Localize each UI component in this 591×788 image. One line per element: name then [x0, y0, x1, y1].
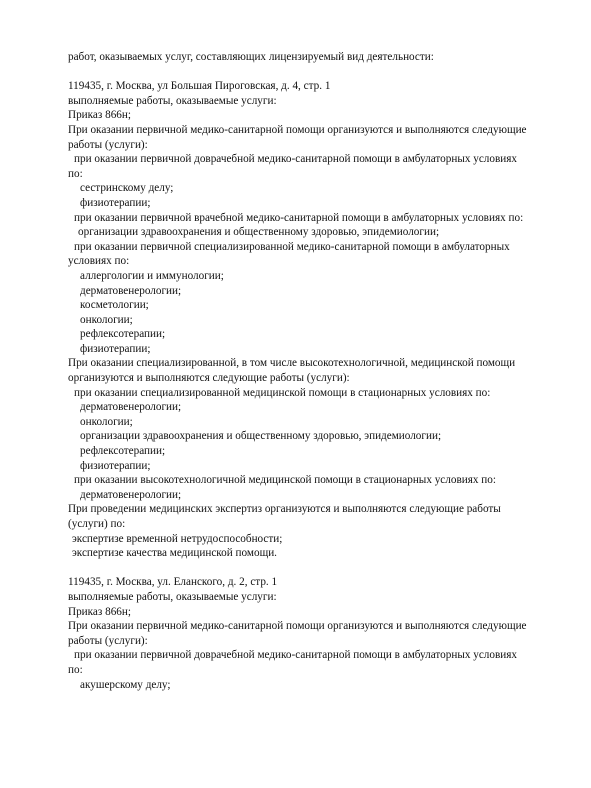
section1-specialized-heading: при оказании первичной специализированной медико-санитарной помощи в амбулаторных — [74, 240, 510, 253]
section2-order: Приказ 866н; — [68, 605, 131, 618]
spacer — [68, 561, 568, 576]
section1-inpatient-item: рефлексотерапии; — [80, 445, 166, 458]
section2-primary-care-intro: При оказании первичной медико-санитарной помощи организуются и выполняются следующие — [68, 620, 527, 633]
section1-expertise-item: экспертизе качества медицинской помощи. — [72, 547, 277, 560]
section1-specialized-item: физиотерапии; — [80, 342, 151, 355]
section1-hitech-heading: при оказании высокотехнологичной медицинской помощи в стационарных условиях по: — [74, 474, 496, 487]
section2-predoctor-heading: при оказании первичной доврачебной медико-санитарной помощи в амбулаторных условиях — [74, 649, 517, 662]
section1-primary-care-intro-cont: работы (услуги): — [68, 138, 148, 151]
section1-specialized-item: аллергологии и иммунологии; — [80, 269, 224, 282]
section1-expertise-item: экспертизе временной нетрудоспособности; — [72, 532, 283, 545]
section1-expertise-intro: При проведении медицинских экспертиз организуются и выполняются следующие работы — [68, 503, 501, 516]
section1-specialized-item: косметологии; — [80, 299, 149, 312]
section1-inpatient-item: физиотерапии; — [80, 459, 151, 472]
section1-inpatient-heading: при оказании специализированной медицинской помощи в стационарных условиях по: — [74, 386, 491, 399]
section1-doctor-heading: при оказании первичной врачебной медико-санитарной помощи в амбулаторных условиях по: — [74, 211, 524, 224]
section1-hitech-intro-cont: организуются и выполняются следующие работы (услуги): — [68, 372, 350, 385]
section1-inpatient-item: дерматовенерологии; — [80, 401, 182, 414]
section2-predoctor-item: акушерскому делу; — [80, 678, 171, 691]
section1-primary-care-intro: При оказании первичной медико-санитарной помощи организуются и выполняются следующие — [68, 123, 527, 136]
intro-line: работ, оказываемых услуг, составляющих лицензируемый вид деятельности: — [68, 51, 434, 63]
section1-specialized-item: дерматовенерологии; — [80, 284, 182, 297]
spacer — [68, 65, 568, 80]
section1-hitech-intro: При оказании специализированной, в том числе высокотехнологичной, медицинской помощи — [68, 357, 516, 370]
document-body — [68, 50, 568, 692]
section1-order: Приказ 866н; — [68, 109, 131, 122]
section1-address: 119435, г. Москва, ул Большая Пироговская, д. 4, стр. 1 — [68, 80, 331, 93]
section1-specialized-item: онкологии; — [80, 313, 133, 326]
section1-predoctor-heading-cont: по: — [68, 167, 83, 180]
section1-inpatient-item: онкологии; — [80, 415, 133, 428]
section1-predoctor-item: физиотерапии; — [80, 196, 151, 209]
section1-predoctor-item: сестринскому делу; — [80, 182, 174, 195]
section2-predoctor-heading-cont: по: — [68, 663, 83, 676]
section1-specialized-heading-cont: условиях по: — [68, 255, 130, 268]
section1-works-label: выполняемые работы, оказываемые услуги: — [68, 94, 277, 107]
section2-works-label: выполняемые работы, оказываемые услуги: — [68, 590, 277, 603]
section1-predoctor-heading: при оказании первичной доврачебной медико-санитарной помощи в амбулаторных условиях — [74, 153, 517, 166]
section1-expertise-intro-cont: (услуги) по: — [68, 518, 126, 530]
section1-specialized-item: рефлексотерапии; — [80, 328, 166, 341]
section1-hitech-item: дерматовенерологии; — [80, 488, 182, 501]
section1-inpatient-item: организации здравоохранения и общественному здоровью, эпидемиологии; — [80, 430, 442, 443]
section2-primary-care-intro-cont: работы (услуги): — [68, 634, 148, 647]
section2-address: 119435, г. Москва, ул. Еланского, д. 2, стр. 1 — [68, 576, 278, 589]
section1-doctor-item: организации здравоохранения и общественному здоровью, эпидемиологии; — [78, 226, 440, 239]
